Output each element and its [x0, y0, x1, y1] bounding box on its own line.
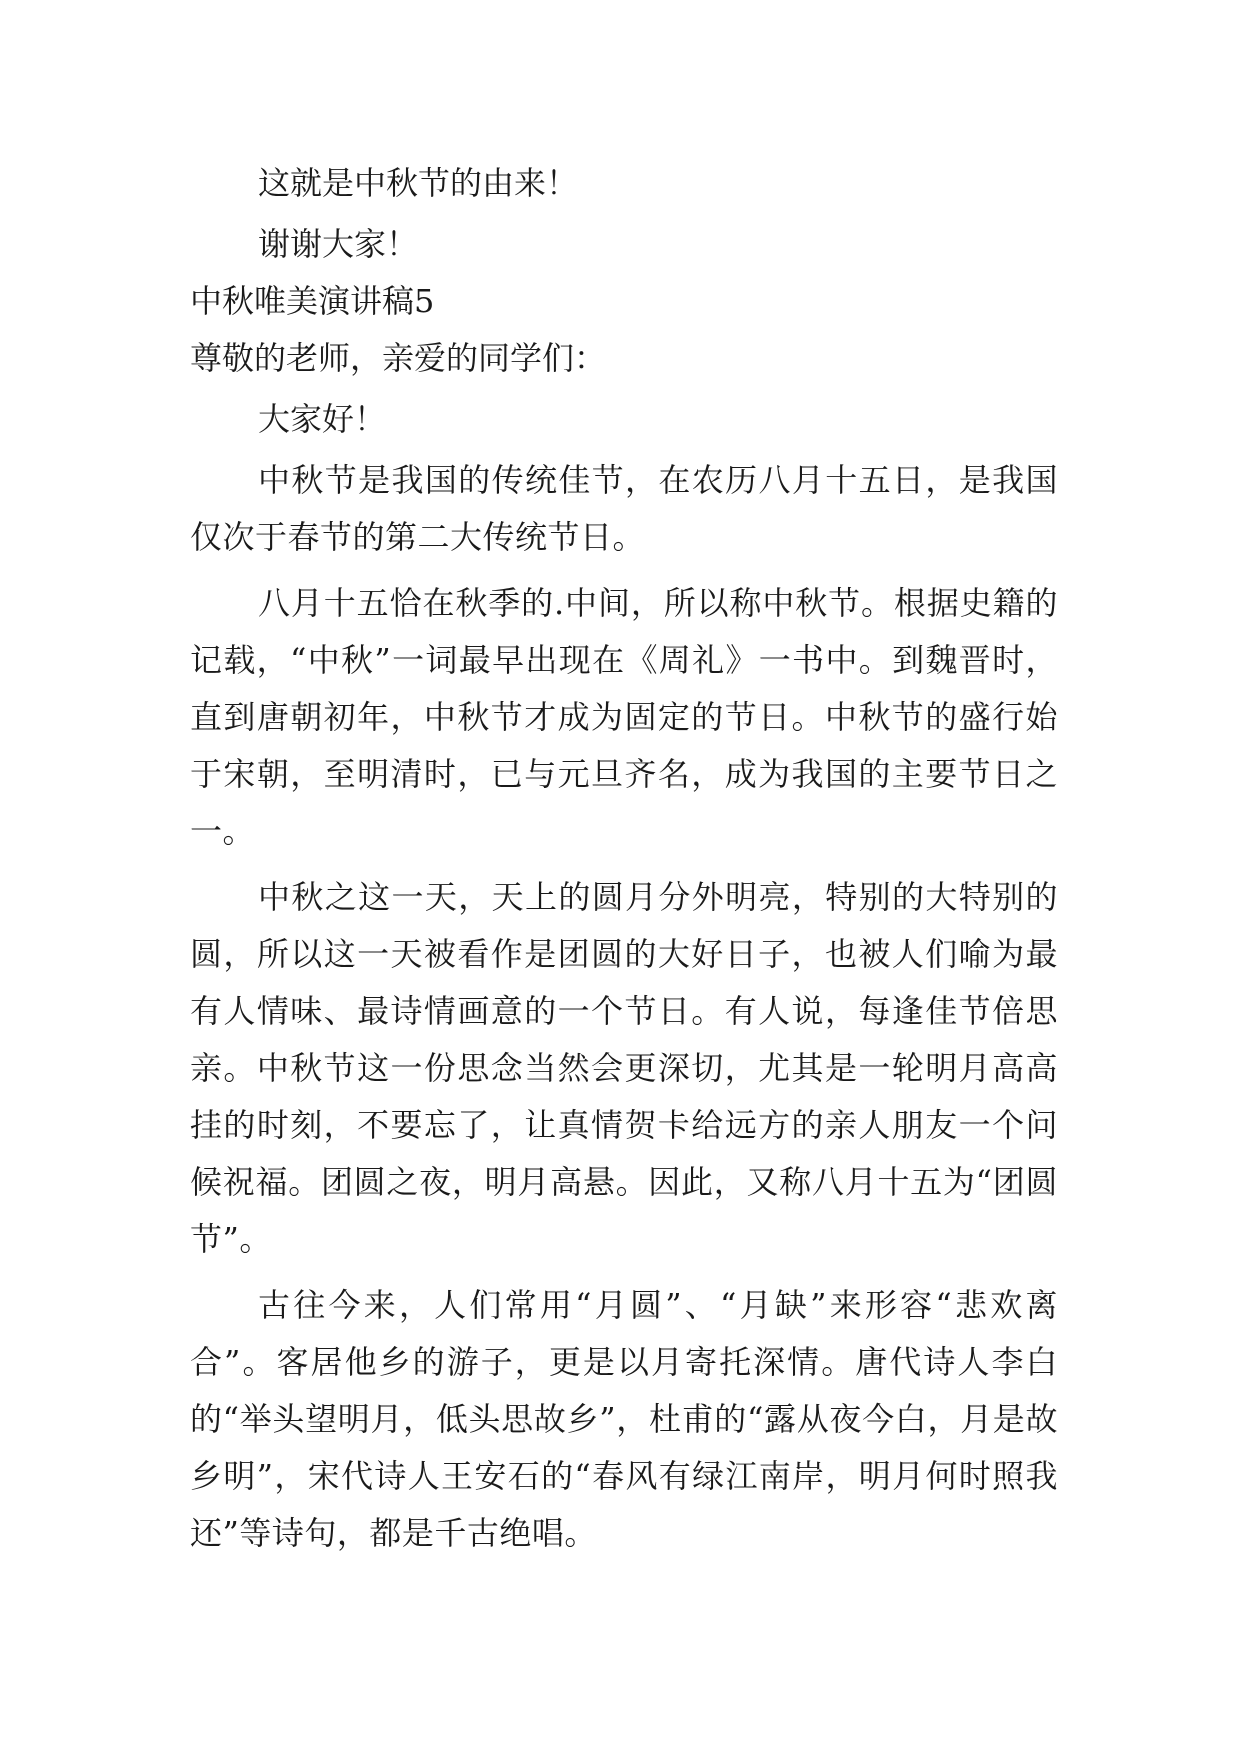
document-body: [190, 155, 1058, 1562]
greeting-line: 大家好！: [258, 400, 387, 438]
paragraph: 八月十五恰在秋季的.中间，所以称中秋节。根据史籍的记载，“中秋”一词最早出现在《周礼》一书中。到魏晋时，直到唐朝初年，中秋节才成为固定的节日。中秋节的盛行始于宋朝，至明清时，已与元旦齐名，成为我国的主要节日之一。: [190, 584, 1058, 850]
thanks-line: 谢谢大家！: [258, 225, 419, 263]
closing-line: 这就是中秋节的由来！: [258, 164, 579, 202]
paragraph: 古往今来，人们常用“月圆”、“月缺”来形容“悲欢离合”。客居他乡的游子，更是以月寄托深情。唐代诗人李白的“举头望明月，低头思故乡”，杜甫的“露从夜今白，月是故乡明”，宋代诗人王安石的“春风有绿江南岸，明月何时照我还”等诗句，都是千古绝唱。: [190, 1286, 1058, 1552]
paragraph: 中秋之这一天，天上的圆月分外明亮，特别的大特别的圆，所以这一天被看作是团圆的大好日子，也被人们喻为最有人情味、最诗情画意的一个节日。有人说，每逢佳节倍思亲。中秋节这一份思念当然会更深切，尤其是一轮明月高高挂的时刻，不要忘了，让真情贺卡给远方的亲人朋友一个问候祝福。团圆之夜，明月高悬。因此，又称八月十五为“团圆节”。: [190, 878, 1058, 1258]
paragraph: 中秋节是我国的传统佳节，在农历八月十五日，是我国仅次于春节的第二大传统节日。: [190, 461, 1058, 556]
salutation-line: 尊敬的老师，亲爱的同学们：: [190, 339, 607, 377]
section-title: 中秋唯美演讲稿5: [190, 282, 435, 320]
